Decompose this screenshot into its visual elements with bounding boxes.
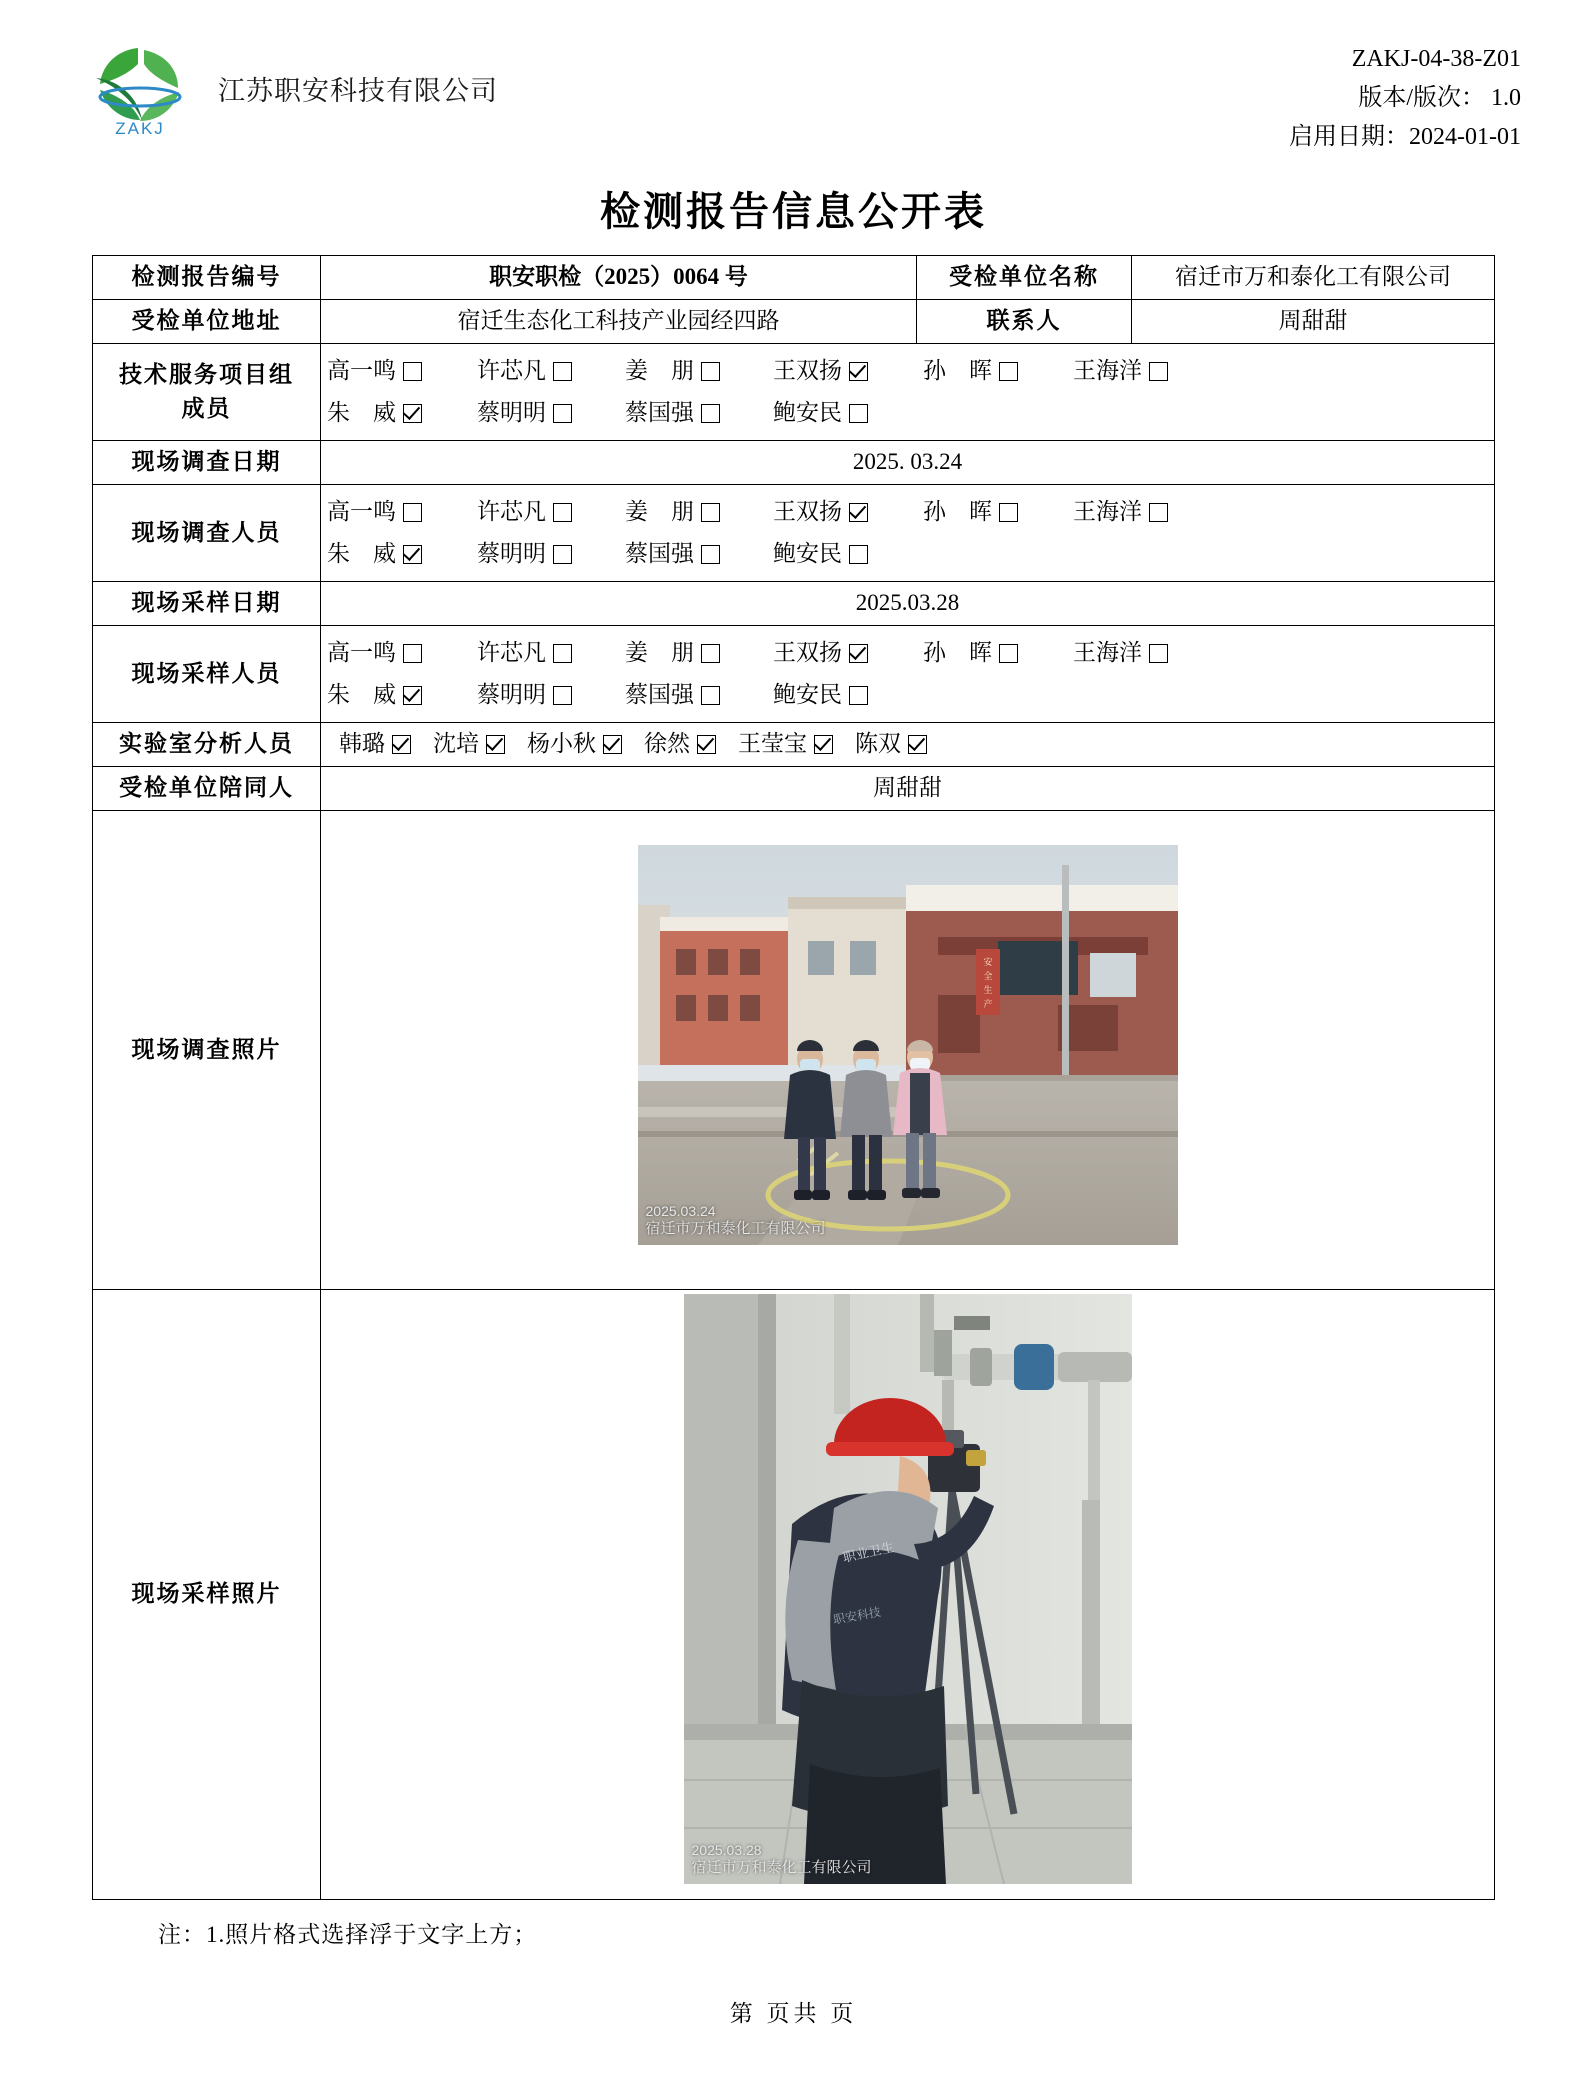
table-row [93,344,1495,441]
client-address-value: 宿迁生态化工科技产业园经四路 [321,300,917,344]
survey-staff-name: 孙 晖 [923,498,992,524]
team-members-row-1 [327,350,1488,392]
lab-analyst-name: 杨小秋 [527,731,596,757]
page-title: 检测报告信息公开表 [600,189,987,234]
team-members-list [327,348,1488,436]
team-member-name: 王双扬 [773,357,842,383]
svg-text:ZAKJ: ZAKJ [115,119,165,138]
survey-staff-checkbox[interactable] [849,503,868,522]
lab-analyst-name: 陈双 [855,731,901,757]
survey-photo [638,845,1178,1245]
header-meta [1289,34,1525,157]
sampling-staff-member[interactable] [625,678,773,713]
lab-analyst-name: 韩璐 [339,731,385,757]
team-label [93,344,321,441]
sampling-staff-label: 现场采样人员 [93,626,321,723]
report-no-value: 职安职检（2025）0064 号 [321,256,917,300]
escort-label: 受检单位陪同人 [93,767,321,811]
survey-staff-member[interactable] [625,495,773,530]
sampling-staff-list [327,630,1488,718]
doc-version: 版本/版次： 1.0 [1358,84,1521,111]
team-member-name: 王海洋 [1073,357,1142,383]
team-member-checkbox[interactable] [403,362,422,381]
team-member[interactable] [923,354,1073,389]
sampling-staff-name: 孙 晖 [923,639,992,665]
survey-photo-image [638,845,1178,1245]
contact-value: 周甜甜 [1132,300,1495,344]
survey-staff-member[interactable] [625,537,773,572]
sampling-staff-checkbox[interactable] [553,686,572,705]
sampling-staff-name: 蔡明明 [477,681,546,707]
survey-staff-checkbox[interactable] [701,503,720,522]
survey-staff-checkbox[interactable] [999,503,1018,522]
sampling-photo-image [684,1294,1132,1884]
survey-staff-cell [321,485,1495,582]
team-member-checkbox[interactable] [701,362,720,381]
survey-staff-name: 王双扬 [773,498,842,524]
survey-staff-name: 蔡明明 [477,540,546,566]
company-name: 江苏职安科技有限公司 [218,75,498,106]
team-member[interactable] [773,396,923,431]
sampling-staff-checkbox[interactable] [1149,644,1168,663]
sampling-staff-name: 姜 朋 [625,639,694,665]
lab-analyst[interactable] [527,727,622,762]
sampling-staff-checkbox[interactable] [403,686,422,705]
team-member-checkbox[interactable] [999,362,1018,381]
survey-date-label: 现场调查日期 [93,441,321,485]
sampling-date-label: 现场采样日期 [93,582,321,626]
survey-staff-list [327,489,1488,577]
survey-staff-member[interactable] [327,495,477,530]
team-member-name: 蔡明明 [477,399,546,425]
table-row [93,441,1495,485]
team-member[interactable] [625,396,773,431]
lab-analyst-checkbox[interactable] [603,735,622,754]
contact-label: 联系人 [917,300,1132,344]
doc-effective-date: 启用日期：2024-01-01 [1289,123,1521,150]
svg-text:职安科技: 职安科技 [831,1604,882,1627]
team-label-line1: 技术服务项目组 [119,361,294,387]
survey-staff-member[interactable] [1073,495,1223,530]
lab-analyst-name: 王莹宝 [738,731,807,757]
svg-text:全: 全 [982,970,993,981]
sampling-staff-row-1 [327,632,1488,674]
sampling-staff-name: 鲍安民 [773,681,842,707]
team-member-checkbox[interactable] [553,362,572,381]
team-member-checkbox[interactable] [403,404,422,423]
sampling-staff-row-2 [327,674,1488,716]
sampling-staff-checkbox[interactable] [553,644,572,663]
survey-staff-member[interactable] [773,537,923,572]
sampling-staff-member[interactable] [327,636,477,671]
escort-value: 周甜甜 [321,767,1495,811]
survey-date-value: 2025. 03.24 [321,441,1495,485]
team-member[interactable] [477,354,625,389]
sampling-staff-member[interactable] [1073,636,1223,671]
footer-note: 注：1.照片格式选择浮于文字上方； [158,1921,538,1947]
sampling-staff-name: 高一鸣 [327,639,396,665]
team-member-name: 姜 朋 [625,357,694,383]
lab-analyst[interactable] [339,727,411,762]
team-members-cell [321,344,1495,441]
lab-analyst[interactable] [855,727,927,762]
svg-text:产: 产 [982,998,993,1009]
table-row [93,723,1495,767]
team-member-checkbox[interactable] [849,404,868,423]
sampling-photo-date: 2025.03.28 [691,1841,762,1858]
sampling-staff-checkbox[interactable] [701,686,720,705]
document-header [62,34,1525,154]
lab-analyst[interactable] [433,727,505,762]
sampling-staff-member[interactable] [327,678,477,713]
lab-analysts-cell [321,723,1495,767]
survey-staff-member[interactable] [477,537,625,572]
survey-staff-name: 鲍安民 [773,540,842,566]
brand-block [62,34,498,142]
team-member-checkbox[interactable] [553,404,572,423]
sampling-staff-checkbox[interactable] [849,686,868,705]
team-label-line2: 成员 [181,396,232,421]
lab-analyst-checkbox[interactable] [486,735,505,754]
team-member-name: 许芯凡 [477,357,546,383]
survey-photo-date: 2025.03.24 [645,1202,716,1219]
team-member-name: 鲍安民 [773,399,842,425]
survey-staff-member[interactable] [477,495,625,530]
survey-staff-checkbox[interactable] [403,503,422,522]
svg-text:安: 安 [982,956,993,967]
survey-photo-place: 宿迁市万和泰化工有限公司 [645,1220,826,1237]
survey-staff-name: 王海洋 [1073,498,1142,524]
team-member[interactable] [625,354,773,389]
sampling-staff-cell [321,626,1495,723]
survey-staff-checkbox[interactable] [701,545,720,564]
survey-staff-checkbox[interactable] [553,545,572,564]
team-members-row-2 [327,392,1488,434]
survey-staff-checkbox[interactable] [849,545,868,564]
table-row [93,300,1495,344]
table-row [93,582,1495,626]
team-member-name: 朱 威 [327,399,396,425]
survey-staff-row-2 [327,533,1488,575]
team-member[interactable] [1073,354,1223,389]
svg-text:生: 生 [982,984,993,995]
survey-staff-checkbox[interactable] [553,503,572,522]
table-row [93,767,1495,811]
doc-code: ZAKJ-04-38-Z01 [1351,46,1521,72]
survey-staff-checkbox[interactable] [1149,503,1168,522]
client-name-value: 宿迁市万和泰化工有限公司 [1132,256,1495,300]
svg-text:职业卫生: 职业卫生 [841,1539,896,1565]
lab-analyst[interactable] [738,727,833,762]
survey-staff-name: 蔡国强 [625,540,694,566]
sampling-photo-stamp [692,1842,872,1878]
sampling-staff-checkbox[interactable] [701,644,720,663]
table-row [93,256,1495,300]
team-member[interactable] [327,354,477,389]
sampling-staff-member[interactable] [477,636,625,671]
survey-staff-member[interactable] [773,495,923,530]
sampling-date-value: 2025.03.28 [321,582,1495,626]
table-row [93,485,1495,582]
team-member[interactable] [327,396,477,431]
company-logo-icon [80,34,200,142]
lab-analyst-checkbox[interactable] [908,735,927,754]
sampling-staff-member[interactable] [625,636,773,671]
page-number: 第 页共 页 [729,2000,858,2026]
sampling-staff-name: 蔡国强 [625,681,694,707]
sampling-staff-checkbox[interactable] [849,644,868,663]
survey-staff-name: 高一鸣 [327,498,396,524]
table-row [93,1290,1495,1900]
sampling-staff-member[interactable] [773,636,923,671]
survey-staff-row-1 [327,491,1488,533]
team-member-name: 蔡国强 [625,399,694,425]
sampling-staff-member[interactable] [477,678,625,713]
team-member-name: 孙 晖 [923,357,992,383]
lab-analysts-list [327,727,1488,762]
survey-staff-checkbox[interactable] [403,545,422,564]
survey-staff-label: 现场调查人员 [93,485,321,582]
survey-photo-cell [321,811,1495,1290]
survey-photo-label: 现场调查照片 [93,811,321,1290]
sampling-photo-place: 宿迁市万和泰化工有限公司 [691,1859,872,1877]
report-info-table [92,255,1495,1900]
team-member-checkbox[interactable] [701,404,720,423]
sampling-photo [684,1294,1132,1884]
survey-staff-name: 朱 威 [327,540,396,566]
team-member-checkbox[interactable] [849,362,868,381]
survey-staff-name: 姜 朋 [625,498,694,524]
sampling-staff-name: 王海洋 [1073,639,1142,665]
sampling-staff-member[interactable] [773,678,923,713]
sampling-staff-checkbox[interactable] [999,644,1018,663]
lab-analyst[interactable] [644,727,716,762]
lab-analyst-checkbox[interactable] [814,735,833,754]
sampling-staff-name: 王双扬 [773,639,842,665]
sampling-photo-label: 现场采样照片 [93,1290,321,1900]
lab-analyst-name: 沈培 [433,731,479,757]
client-address-label: 受检单位地址 [93,300,321,344]
report-no-label: 检测报告编号 [93,256,321,300]
sampling-staff-member[interactable] [923,636,1073,671]
sampling-staff-name: 许芯凡 [477,639,546,665]
sampling-staff-checkbox[interactable] [403,644,422,663]
survey-photo-stamp [646,1203,826,1239]
sampling-photo-cell [321,1290,1495,1900]
lab-analyst-checkbox[interactable] [697,735,716,754]
table-row [93,811,1495,1290]
lab-analyst-name: 徐然 [644,731,690,757]
team-member-checkbox[interactable] [1149,362,1168,381]
lab-analysts-label: 实验室分析人员 [93,723,321,767]
survey-staff-name: 许芯凡 [477,498,546,524]
table-row [93,626,1495,723]
team-member[interactable] [773,354,923,389]
lab-analyst-checkbox[interactable] [392,735,411,754]
team-member-name: 高一鸣 [327,357,396,383]
client-name-label: 受检单位名称 [917,256,1132,300]
sampling-staff-name: 朱 威 [327,681,396,707]
survey-staff-member[interactable] [923,495,1073,530]
team-member[interactable] [477,396,625,431]
survey-staff-member[interactable] [327,537,477,572]
